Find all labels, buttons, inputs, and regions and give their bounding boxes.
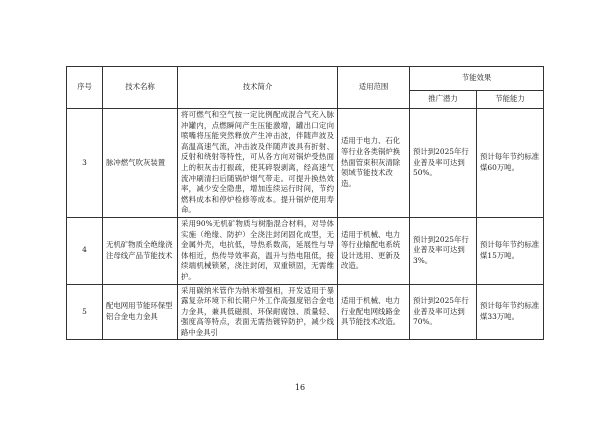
header-effect: 节能效果 (410, 67, 544, 91)
row-scope: 适用于机械、电力行业配电网线路金具节能技术改造。 (338, 284, 410, 340)
header-seq: 序号 (67, 67, 103, 109)
row-potential: 预计到2025年行业普及率可达到70%。 (410, 284, 477, 340)
row-tech-intro: 采用90%无机矿物质与树脂混合材料，对导体实施（绝缘、防护）全浇注封闭固化成型，无金属外壳，电抗低，导热系数高，延展性与导体相近，热传导效率高，温升与热电阻低，接续端机械锁紧，浇注封闭，双重锁固，无需维护。 (178, 217, 338, 284)
row-tech-name: 脉冲燃气吹灰装置 (103, 109, 178, 218)
row-tech-name: 无机矿物质全绝缘浇注母线产品节能技术 (103, 217, 178, 284)
header-potential: 推广潜力 (410, 91, 477, 109)
row-potential: 预计到2025年行业普及率可达到3%。 (410, 217, 477, 284)
row-tech-intro: 采用碳纳米管作为纳米增强相，开发适用于暴露复杂环境下和长期户外工作高强度铝合金电力金具，兼具低磁损、环保耐腐蚀、质量轻、强度高等特点，表面无需热镀锌防护，减少线路中金具引 (178, 284, 338, 340)
row-scope: 适用于机械、电力等行业输配电系统设计选用、更新及改造。 (338, 217, 410, 284)
header-name: 技术名称 (103, 67, 178, 109)
page-number: 16 (294, 383, 306, 392)
header-intro: 技术简介 (178, 67, 338, 109)
table-row (67, 284, 544, 340)
row-capacity: 预计每年节约标准煤15万吨。 (477, 217, 544, 284)
row-tech-name: 配电网用节能环保型铝合金电力金具 (103, 284, 178, 340)
header-scope: 适用范围 (338, 67, 410, 109)
row-capacity: 预计每年节约标准煤60万吨。 (477, 109, 544, 218)
row-scope: 适用于电力、石化等行业各类锅炉换热面管束积灰清除领域节能技术改造。 (338, 109, 410, 218)
table-row (67, 109, 544, 218)
row-tech-intro: 将可燃气和空气按一定比例配成混合气充入脉冲罐内，点燃瞬间产生压能激增，罐出口定向喷嘴将压能突然释放产生冲击波，伴随声波及高温高速气流，冲击波及伴随声波具有折射、反射和绕射等特性，可从各方向对锅炉受热面上的积灰击打振疏，使其碎裂剥离，经高速气流冲刷清扫后随锅炉烟气带走。可提升换热效率，减少安全隐患，增加连续运行时间，节约燃料成本和停炉检修等成本。提升锅炉使用寿命。 (178, 109, 338, 218)
row-potential: 预计到2025年行业普及率可达到50%。 (410, 109, 477, 218)
table-row (67, 217, 544, 284)
header-capacity: 节能能力 (477, 91, 544, 109)
technology-table (66, 66, 544, 340)
row-seq: 5 (67, 284, 103, 340)
row-capacity: 预计每年节约标准煤33万吨。 (477, 284, 544, 340)
row-seq: 4 (67, 217, 103, 284)
row-seq: 3 (67, 109, 103, 218)
